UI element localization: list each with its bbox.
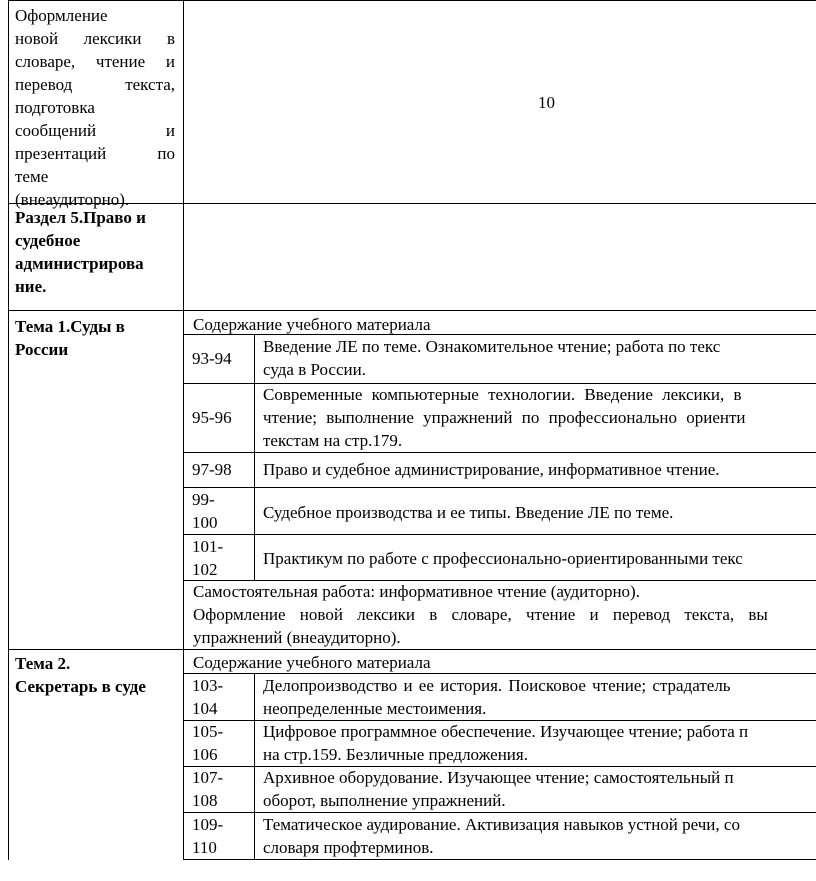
lesson-text-line: Тематическое аудирование. Активизация навыков устной речи, со	[263, 815, 740, 834]
lesson-number: 103-	[192, 676, 224, 695]
lesson-text-line: Цифровое программное обеспечение. Изучающее чтение; работа п	[263, 722, 749, 741]
lesson-number: 99-	[192, 490, 215, 509]
section-title	[15, 206, 146, 298]
text-line: Тема 2.	[15, 654, 71, 673]
selfwork-line: Оформление новой лексики в словаре, чтение и перевод текста, вы	[193, 605, 768, 624]
lesson-number: 109-	[192, 815, 224, 834]
text-line: теме	[15, 167, 49, 186]
text-line: перевод текста,	[15, 75, 175, 94]
row-divider	[183, 487, 816, 488]
topic-title	[15, 652, 146, 698]
lesson-number: 95-96	[192, 408, 232, 427]
table-left-border	[8, 0, 9, 860]
lesson-number: 102	[192, 560, 218, 579]
text-line: Тема 1.Суды в	[15, 317, 125, 336]
row-divider	[183, 859, 816, 860]
text-line: ние.	[15, 277, 47, 296]
lesson-text-line: текстам на стр.179.	[263, 431, 403, 450]
lesson-text-line: неопределенные местоимения.	[263, 699, 487, 718]
content-header: Содержание учебного материала	[193, 653, 431, 672]
text-line: России	[15, 340, 69, 359]
lesson-text-line: Современные компьютерные технологии. Введение лексики, в	[263, 385, 742, 404]
content-header: Содержание учебного материала	[193, 315, 431, 334]
text-line: новой лексики в	[15, 29, 175, 48]
text-line: словаре, чтение и	[15, 52, 175, 71]
row-divider	[183, 452, 816, 453]
lesson-text-line: чтение; выполнение упражнений по профессионально ориенти	[263, 408, 746, 427]
lesson-number: 108	[192, 791, 218, 810]
text-line: Раздел 5.Право и	[15, 208, 146, 227]
text-line: (внеаудиторно).	[15, 190, 130, 209]
text-line: подготовка	[15, 98, 95, 117]
lesson-number: 105-	[192, 722, 224, 741]
lesson-number: 100	[192, 513, 218, 532]
lesson-number: 97-98	[192, 460, 232, 479]
number-column-divider	[254, 334, 255, 580]
lesson-text-line: Архивное оборудование. Изучающее чтение; самостоятельный п	[263, 768, 734, 787]
column-divider	[183, 0, 184, 860]
lesson-text-line: на стр.159. Безличные предложения.	[263, 745, 528, 764]
lesson-text-line: Право и судебное администрирование, информативное чтение.	[263, 460, 720, 479]
text-line: Секретарь в суде	[15, 677, 146, 696]
lesson-number: 107-	[192, 768, 224, 787]
text-line: Оформление	[15, 6, 108, 25]
lesson-text-line: Судебное производства и ее типы. Введение ЛЕ по теме.	[263, 503, 674, 522]
text-line: администрирова	[15, 254, 144, 273]
topic-title	[15, 315, 125, 361]
lesson-text-line: Введение ЛЕ по теме. Ознакомительное чтение; работа по текс	[263, 337, 721, 356]
lesson-number: 101-	[192, 537, 224, 556]
hours-value: 10	[538, 93, 555, 112]
lesson-number: 106	[192, 745, 218, 764]
selfwork-line: Самостоятельная работа: информативное чтение (аудиторно).	[193, 582, 640, 601]
text-line: сообщений и	[15, 121, 175, 140]
selfwork-line: упражнений (внеаудиторно).	[193, 628, 401, 647]
lesson-number: 104	[192, 699, 218, 718]
row-divider	[8, 649, 816, 650]
lesson-text-line: оборот, выполнение упражнений.	[263, 791, 506, 810]
text-line: судебное	[15, 231, 81, 250]
table-top-border	[8, 0, 816, 1]
lesson-number: 110	[192, 838, 217, 857]
lesson-number: 93-94	[192, 349, 232, 368]
row-divider	[8, 310, 816, 311]
lesson-text-line: словаря профтерминов.	[263, 838, 434, 857]
text-line: презентаций по	[15, 144, 175, 163]
lesson-text-line: Делопроизводство и ее история. Поисковое чтение; страдатель	[263, 676, 731, 695]
lesson-text-line: суда в России.	[263, 360, 366, 379]
lesson-text-line: Практикум по работе с профессионально-ориентированными текс	[263, 549, 743, 568]
row-divider	[183, 534, 816, 535]
block1-description	[15, 4, 175, 211]
